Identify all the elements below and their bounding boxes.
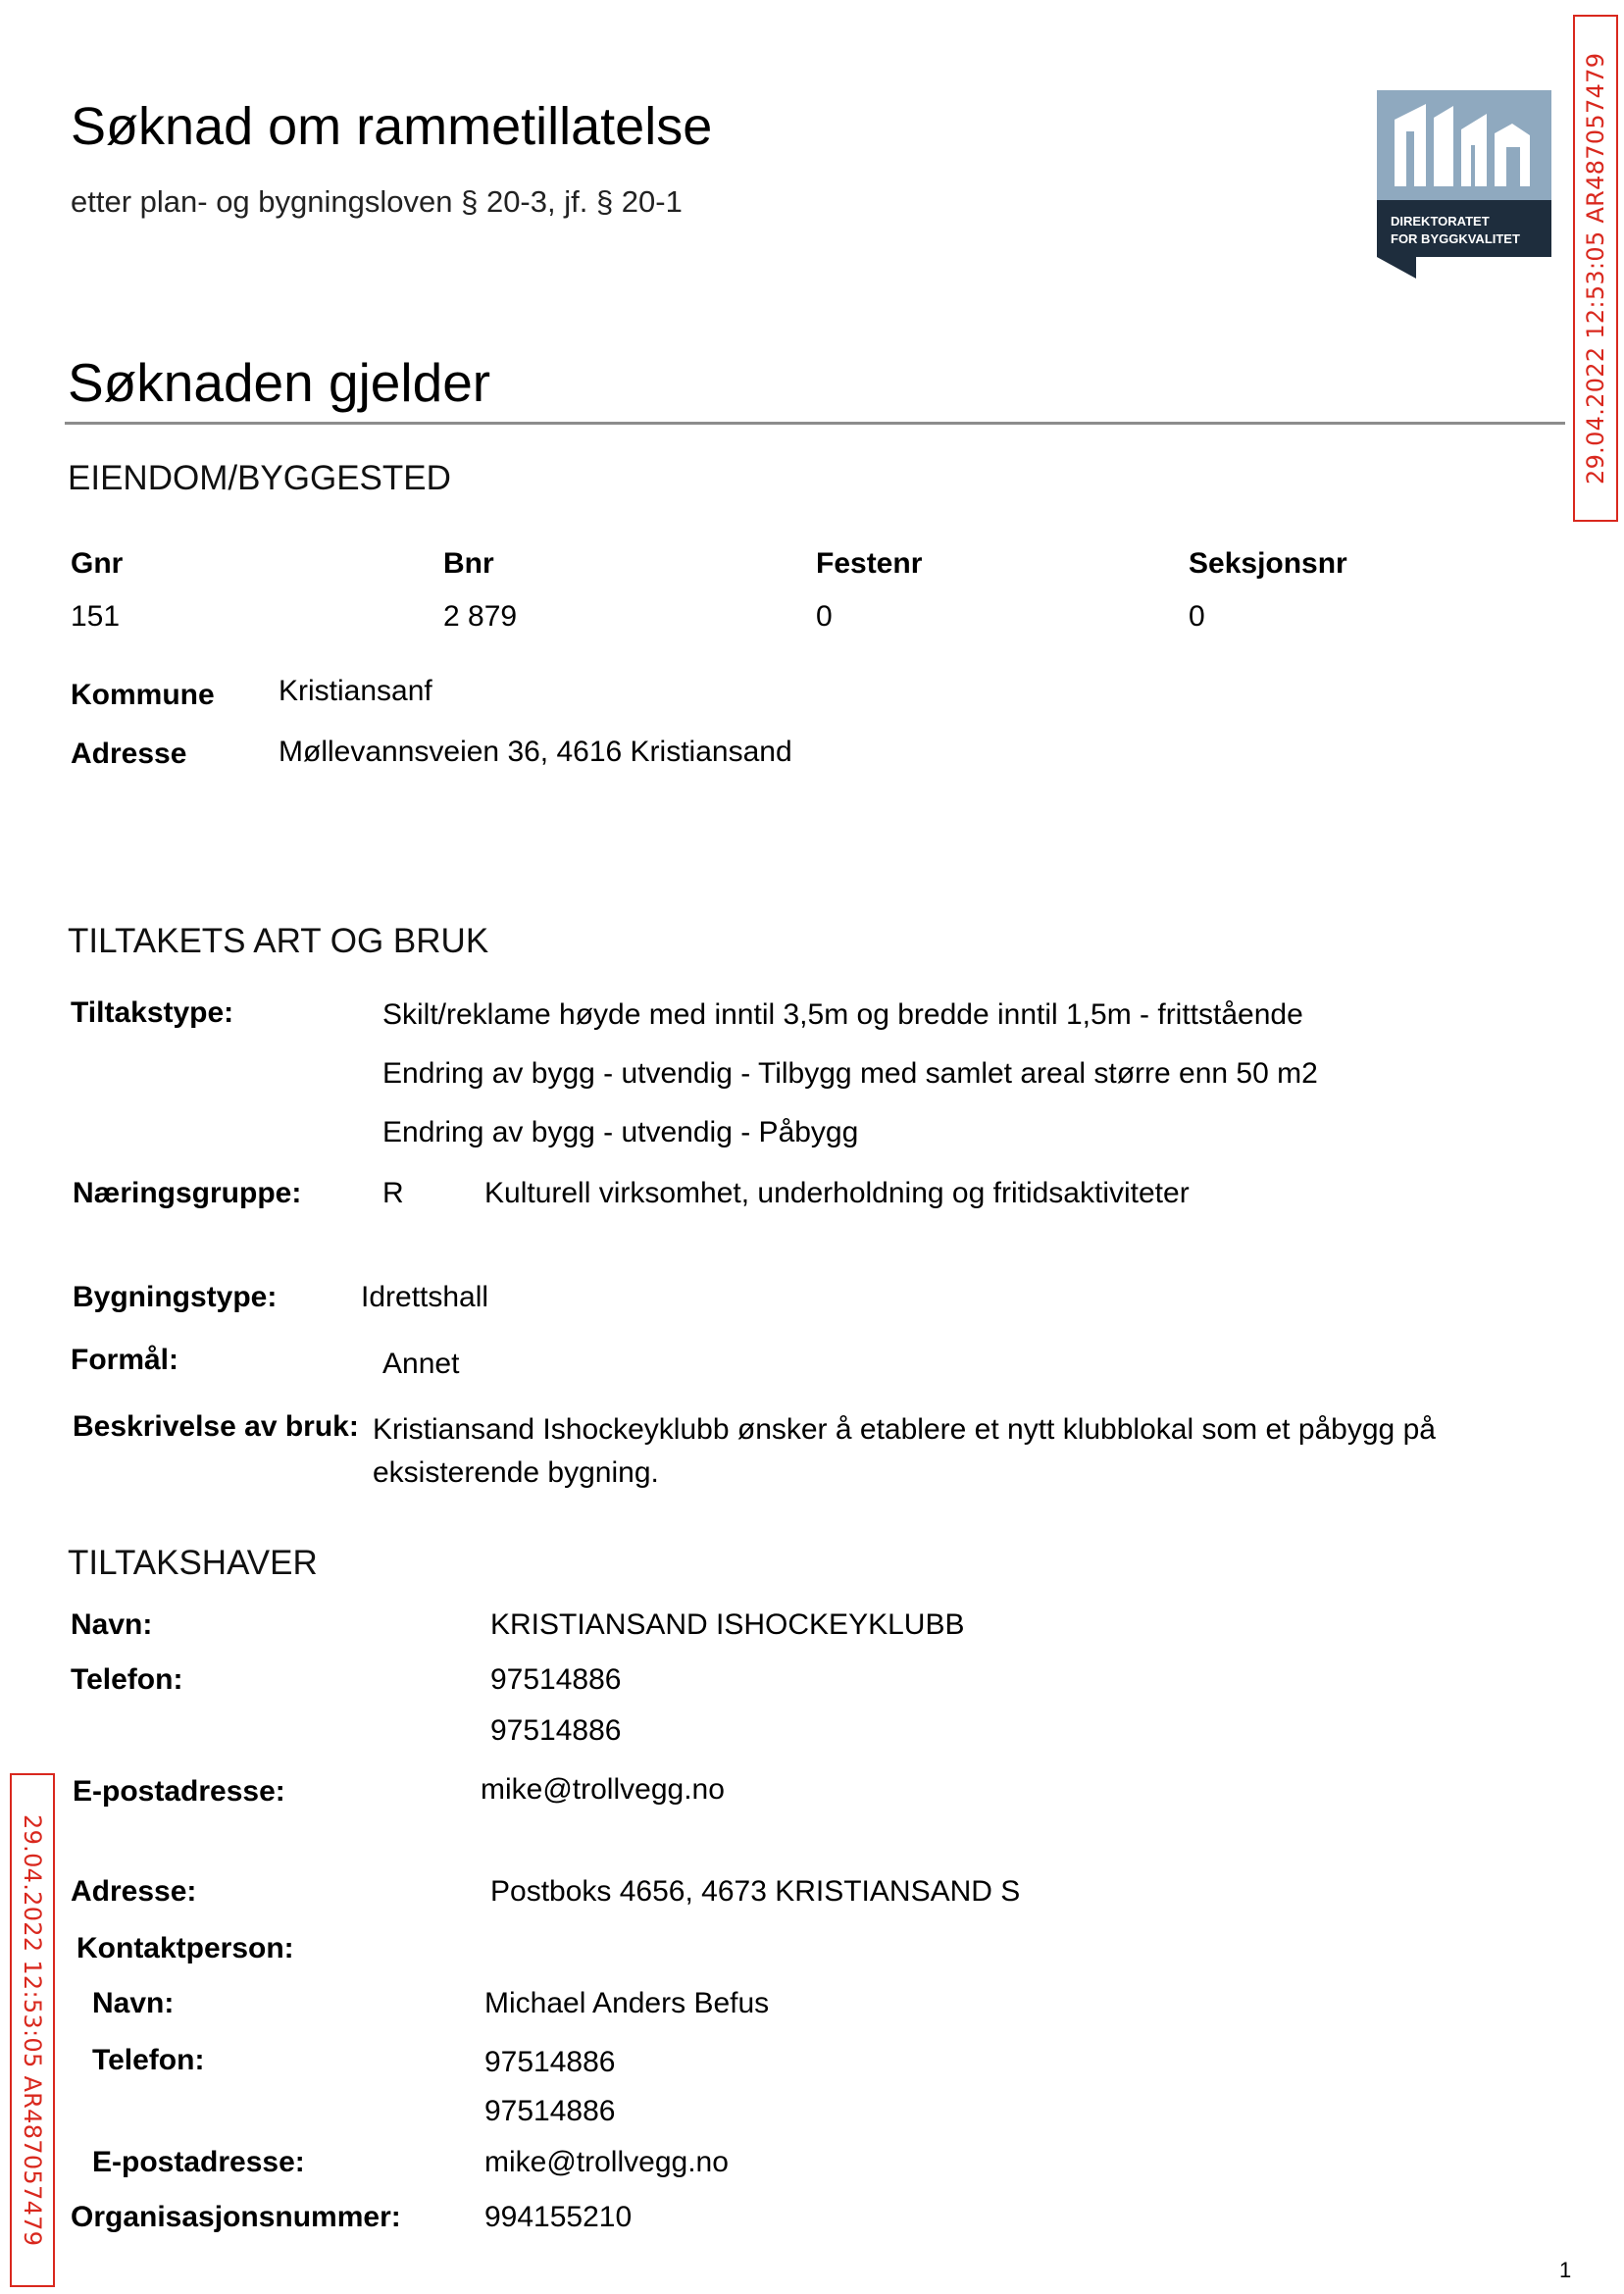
tiltak-heading: TILTAKETS ART OG BRUK xyxy=(68,922,489,960)
naeringsgruppe-text: Kulturell virksomhet, underholdning og fritidsaktiviteter xyxy=(484,1177,1190,1209)
gnr-value: 151 xyxy=(71,600,121,633)
seksjonsnr-label: Seksjonsnr xyxy=(1189,547,1347,580)
adresse-label: Adresse xyxy=(71,738,187,770)
tiltakshaver-epost-value: mike@trollvegg.no xyxy=(481,1773,725,1806)
document-stamp xyxy=(1573,15,1618,522)
tiltakstype-item: Skilt/reklame høyde med inntil 3,5m og bredde inntil 1,5m - frittstående xyxy=(382,998,1303,1031)
naeringsgruppe-label: Næringsgruppe: xyxy=(73,1177,302,1209)
bygningstype-value: Idrettshall xyxy=(361,1281,489,1313)
kontakt-navn-value: Michael Anders Befus xyxy=(484,1987,770,2019)
kontakt-telefon-value: 97514886 xyxy=(484,2095,616,2127)
organisasjonsnummer-value: 994155210 xyxy=(484,2201,633,2233)
kontakt-epost-label: E-postadresse: xyxy=(92,2146,305,2178)
tiltakshaver-navn-value: KRISTIANSAND ISHOCKEYKLUBB xyxy=(490,1608,965,1641)
beskrivelse-label: Beskrivelse av bruk: xyxy=(73,1410,359,1443)
kontakt-navn-label: Navn: xyxy=(92,1987,175,2019)
festenr-value: 0 xyxy=(816,600,833,633)
formal-value: Annet xyxy=(382,1348,460,1380)
tiltakstype-item: Endring av bygg - utvendig - Påbygg xyxy=(382,1116,859,1148)
document-stamp xyxy=(10,1773,55,2287)
tiltakshaver-epost-label: E-postadresse: xyxy=(73,1775,285,1808)
kontakt-epost-value: mike@trollvegg.no xyxy=(484,2146,729,2178)
kontakt-telefon-value: 97514886 xyxy=(484,2046,616,2078)
kommune-value: Kristiansanf xyxy=(279,675,432,707)
document-subtitle: etter plan- og bygningsloven § 20-3, jf. § 20-1 xyxy=(71,184,683,219)
building-logo-icon xyxy=(1377,90,1551,279)
naeringsgruppe-code: R xyxy=(382,1177,404,1209)
festenr-label: Festenr xyxy=(816,547,923,580)
dibk-logo xyxy=(1377,90,1551,279)
tiltakshaver-adresse-value: Postboks 4656, 4673 KRISTIANSAND S xyxy=(490,1875,1021,1908)
kontakt-telefon-label: Telefon: xyxy=(92,2044,205,2076)
section-divider xyxy=(65,422,1565,425)
formal-label: Formål: xyxy=(71,1344,179,1376)
tiltakshaver-adresse-label: Adresse: xyxy=(71,1875,197,1908)
section-title: Søknaden gjelder xyxy=(68,352,491,413)
tiltakstype-label: Tiltakstype: xyxy=(71,996,234,1029)
gnr-label: Gnr xyxy=(71,547,124,580)
stamp-text: 29.04.2022 12:53:05 AR487057479 xyxy=(1582,52,1609,484)
logo-line-1: DIREKTORATET xyxy=(1391,214,1490,229)
eiendom-heading: EIENDOM/BYGGESTED xyxy=(68,459,451,497)
tiltakshaver-telefon-label: Telefon: xyxy=(71,1663,183,1696)
document-title: Søknad om rammetillatelse xyxy=(71,97,713,156)
organisasjonsnummer-label: Organisasjonsnummer: xyxy=(71,2201,401,2233)
tiltakshaver-telefon-value: 97514886 xyxy=(490,1663,622,1696)
kommune-label: Kommune xyxy=(71,679,215,711)
kontaktperson-label: Kontaktperson: xyxy=(76,1932,294,1964)
tiltakshaver-telefon-value: 97514886 xyxy=(490,1714,622,1747)
tiltakshaver-heading: TILTAKSHAVER xyxy=(68,1544,318,1582)
adresse-value: Møllevannsveien 36, 4616 Kristiansand xyxy=(279,736,792,768)
bnr-value: 2 879 xyxy=(443,600,518,633)
beskrivelse-value: Kristiansand Ishockeyklubb ønsker å etablere et nytt klubblokal som et påbygg på eksisterende bygning. xyxy=(373,1413,1436,1489)
tiltakshaver-navn-label: Navn: xyxy=(71,1608,153,1641)
seksjonsnr-value: 0 xyxy=(1189,600,1205,633)
logo-line-2: FOR BYGGKVALITET xyxy=(1391,231,1520,246)
bnr-label: Bnr xyxy=(443,547,494,580)
stamp-text: 29.04.2022 12:53:05 AR487057479 xyxy=(19,1813,46,2247)
tiltakstype-item: Endring av bygg - utvendig - Tilbygg med samlet areal større enn 50 m2 xyxy=(382,1057,1318,1090)
page-number: 1 xyxy=(1559,2258,1572,2282)
bygningstype-label: Bygningstype: xyxy=(73,1281,278,1313)
